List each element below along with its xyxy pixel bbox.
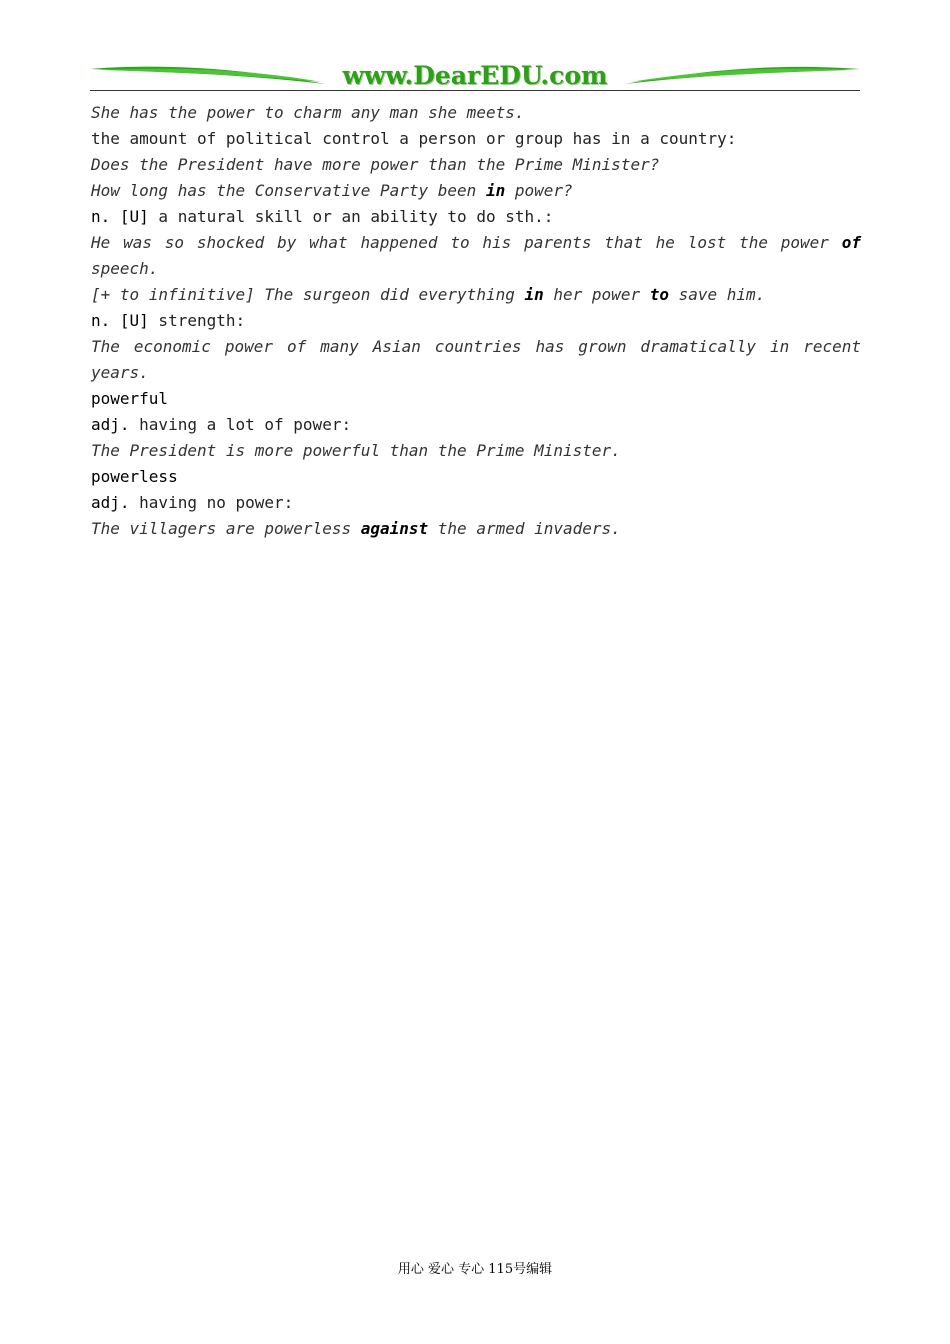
site-logo-text: www.DearEDU.com (342, 61, 608, 90)
header-banner (90, 60, 860, 94)
page-footer: 用心 爱心 专心 115号编辑 (397, 1262, 553, 1277)
example-sentence: The villagers are powerless against the armed invaders. (91, 519, 621, 538)
part-of-speech-label: n. [U] (91, 311, 149, 330)
definition-text: having a lot of power: (129, 415, 352, 434)
collocation-highlight: in (485, 181, 506, 200)
definition-text: a natural skill or an ability to do sth.: (148, 207, 554, 226)
example-sentence: How long has the Conservative Party been in power? (91, 181, 573, 200)
header-divider (90, 90, 860, 91)
example-sentence: Does the President have more power than the Prime Minister? (91, 155, 660, 174)
part-of-speech-label: adj. (91, 493, 130, 512)
sense-line (91, 204, 861, 230)
definition-text: strength: (148, 311, 246, 330)
example-sentence: He was so shocked by what happened to his parents that he lost the power of speech. (91, 233, 861, 278)
dictionary-entry (91, 100, 861, 542)
definition-text: having no power: (129, 493, 294, 512)
part-of-speech-label: adj. (91, 415, 130, 434)
headword-powerless: powerless (91, 467, 178, 486)
example-sentence: She has the power to charm any man she meets. (91, 103, 525, 122)
part-of-speech-label: n. [U] (91, 207, 149, 226)
sense-line (91, 308, 861, 334)
sense-line (91, 490, 861, 516)
example-sentence: The economic power of many Asian countries has grown dramatically in recent years. (91, 337, 861, 382)
example-sentence: The President is more powerful than the Prime Minister. (91, 441, 621, 460)
collocation-highlight: of (841, 233, 861, 252)
definition-text: the amount of political control a person or group has in a country: (91, 129, 737, 148)
collocation-highlight: against (360, 519, 429, 538)
headword-powerful: powerful (91, 389, 169, 408)
collocation-highlight: to (649, 285, 669, 304)
example-sentence: [+ to infinitive] The surgeon did everything in her power to save him. (91, 285, 766, 304)
sense-line (91, 412, 861, 438)
collocation-highlight: in (524, 285, 544, 304)
